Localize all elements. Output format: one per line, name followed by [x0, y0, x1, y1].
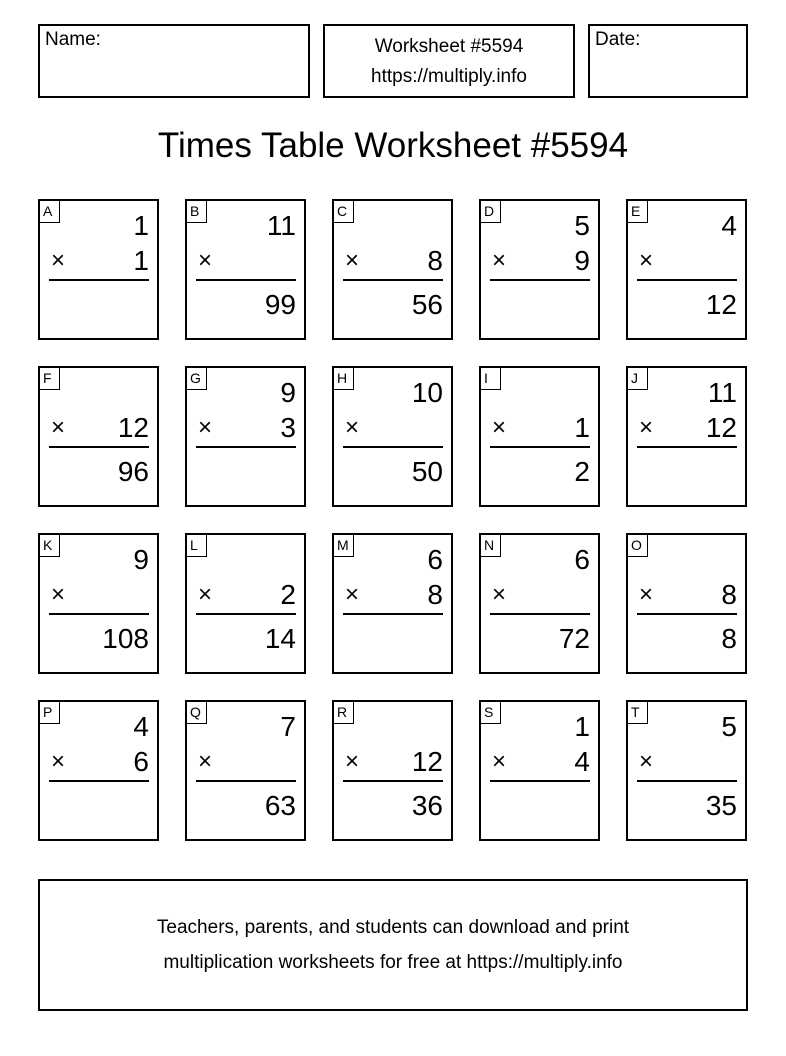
- problem-card: [38, 199, 159, 340]
- multiply-sign: ×: [492, 247, 507, 274]
- problem-card: [332, 199, 453, 340]
- answer-line: [196, 780, 296, 782]
- multiply-sign: ×: [198, 414, 213, 441]
- multiplicand: 10: [411, 377, 443, 408]
- product: 12: [705, 289, 737, 320]
- answer-line: [490, 446, 590, 448]
- problem-card: [479, 700, 600, 841]
- answer-line: [49, 279, 149, 281]
- worksheet-id-box: [323, 24, 575, 98]
- problem-card: [185, 700, 306, 841]
- problem-card: [479, 199, 600, 340]
- multiplier: 2: [280, 579, 296, 610]
- answer-line: [49, 613, 149, 615]
- multiply-sign: ×: [639, 247, 654, 274]
- multiply-sign: ×: [639, 581, 654, 608]
- product: 108: [102, 623, 149, 654]
- multiplier: 12: [705, 412, 737, 443]
- answer-line: [49, 780, 149, 782]
- product: 8: [721, 623, 737, 654]
- multiplier: 6: [133, 746, 149, 777]
- product: 35: [705, 790, 737, 821]
- problem-letter: J: [628, 368, 648, 390]
- answer-line: [343, 780, 443, 782]
- problem-letter: L: [187, 535, 207, 557]
- problem-letter: E: [628, 201, 648, 223]
- product: 63: [264, 790, 296, 821]
- multiply-sign: ×: [198, 247, 213, 274]
- multiply-sign: ×: [51, 748, 66, 775]
- multiplier: 3: [280, 412, 296, 443]
- problem-card: [479, 366, 600, 507]
- multiply-sign: ×: [639, 748, 654, 775]
- problem-card: [332, 366, 453, 507]
- problem-card: [38, 366, 159, 507]
- worksheet-url: https://multiply.info: [371, 66, 527, 87]
- answer-line: [637, 613, 737, 615]
- problem-letter: B: [187, 201, 207, 223]
- multiplicand: 5: [721, 711, 737, 742]
- multiply-sign: ×: [345, 581, 360, 608]
- multiply-sign: ×: [51, 247, 66, 274]
- footer-note: [38, 879, 748, 1011]
- name-field-box: [38, 24, 310, 98]
- product: 36: [411, 790, 443, 821]
- multiplicand: 1: [574, 711, 590, 742]
- multiplicand: 9: [133, 544, 149, 575]
- answer-line: [490, 279, 590, 281]
- problem-letter: R: [334, 702, 354, 724]
- product: 99: [264, 289, 296, 320]
- answer-line: [196, 279, 296, 281]
- answer-line: [490, 780, 590, 782]
- answer-line: [196, 446, 296, 448]
- multiply-sign: ×: [492, 414, 507, 441]
- multiplicand: 5: [574, 210, 590, 241]
- multiplier: 8: [427, 579, 443, 610]
- problem-letter: O: [628, 535, 648, 557]
- footer-line-2: multiplication worksheets for free at https://multiply.info: [163, 952, 623, 973]
- answer-line: [196, 613, 296, 615]
- product: 72: [558, 623, 590, 654]
- problem-card: [332, 533, 453, 674]
- answer-line: [49, 446, 149, 448]
- problem-letter: M: [334, 535, 354, 557]
- answer-line: [637, 780, 737, 782]
- multiplicand: 6: [427, 544, 443, 575]
- footer-line-1: Teachers, parents, and students can download and print: [156, 917, 630, 938]
- problem-card: [38, 533, 159, 674]
- problem-card: [185, 199, 306, 340]
- multiplicand: 11: [707, 377, 737, 408]
- problem-card: [479, 533, 600, 674]
- multiplier: 1: [574, 412, 590, 443]
- multiply-sign: ×: [51, 414, 66, 441]
- multiply-sign: ×: [639, 414, 654, 441]
- date-field-box: [588, 24, 748, 98]
- problem-card: [626, 700, 747, 841]
- product: 2: [574, 456, 590, 487]
- product: 50: [411, 456, 443, 487]
- multiplicand: 1: [133, 210, 149, 241]
- multiplicand: 9: [280, 377, 296, 408]
- multiplier: 8: [427, 245, 443, 276]
- problem-letter: N: [481, 535, 501, 557]
- page-title: Times Table Worksheet #5594: [157, 126, 629, 165]
- multiplicand: 4: [721, 210, 737, 241]
- problem-letter: Q: [187, 702, 207, 724]
- multiply-sign: ×: [345, 414, 360, 441]
- multiplier: 4: [574, 746, 590, 777]
- answer-line: [343, 279, 443, 281]
- product: 96: [117, 456, 149, 487]
- problem-card: [626, 366, 747, 507]
- worksheet-number: Worksheet #5594: [374, 36, 524, 57]
- multiplier: 12: [117, 412, 149, 443]
- product: 14: [264, 623, 296, 654]
- problem-letter: D: [481, 201, 501, 223]
- multiply-sign: ×: [492, 581, 507, 608]
- problem-card: [626, 199, 747, 340]
- multiply-sign: ×: [51, 581, 66, 608]
- multiply-sign: ×: [492, 748, 507, 775]
- answer-line: [343, 613, 443, 615]
- multiplier: 1: [133, 245, 149, 276]
- problem-card: [185, 366, 306, 507]
- problem-letter: G: [187, 368, 207, 390]
- multiplicand: 11: [266, 210, 296, 241]
- problem-letter: I: [481, 368, 501, 390]
- multiplier: 9: [574, 245, 590, 276]
- problem-letter: S: [481, 702, 501, 724]
- problem-letter: H: [334, 368, 354, 390]
- answer-line: [490, 613, 590, 615]
- name-label: Name:: [45, 29, 101, 50]
- problem-card: [185, 533, 306, 674]
- multiply-sign: ×: [345, 247, 360, 274]
- answer-line: [343, 446, 443, 448]
- problem-letter: K: [40, 535, 60, 557]
- problem-card: [626, 533, 747, 674]
- multiplicand: 4: [133, 711, 149, 742]
- product: 56: [411, 289, 443, 320]
- multiply-sign: ×: [198, 748, 213, 775]
- problem-letter: C: [334, 201, 354, 223]
- problem-card: [332, 700, 453, 841]
- multiplicand: 6: [574, 544, 590, 575]
- problem-letter: P: [40, 702, 60, 724]
- date-label: Date:: [595, 29, 641, 50]
- answer-line: [637, 279, 737, 281]
- problem-card: [38, 700, 159, 841]
- problem-letter: T: [628, 702, 648, 724]
- multiply-sign: ×: [345, 748, 360, 775]
- problem-letter: F: [40, 368, 60, 390]
- multiplier: 12: [411, 746, 443, 777]
- answer-line: [637, 446, 737, 448]
- multiplicand: 7: [280, 711, 296, 742]
- problem-letter: A: [40, 201, 60, 223]
- multiplier: 8: [721, 579, 737, 610]
- multiply-sign: ×: [198, 581, 213, 608]
